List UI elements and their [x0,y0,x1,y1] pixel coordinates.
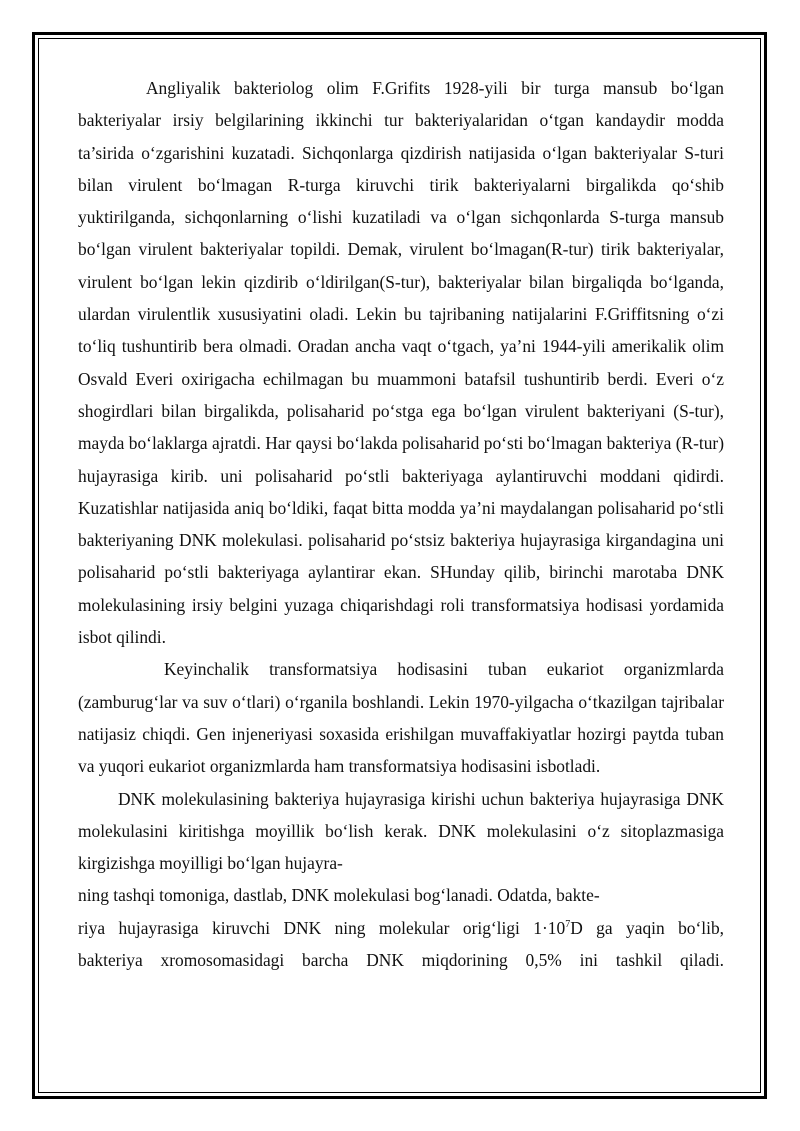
paragraph-griffith: Angliyalik bakteriolog olim F.Grifits 1928-yili bir turga mansub bo‘lgan bakteriyalar irsiy belgilarining ikkinchi tur bakteriyalaridan o‘tgan kandaydir modda ta’sirida o‘zgarishini kuzatadi. Sichqonlarga qizdirish natijasida o‘lgan bakteriyalar S-turi bilan virulent bo‘lmagan R-turga kiruvchi tirik bakteriyalarni birgalikda qo‘shib yuktirilganda, sichqonlarning o‘lishi kuzatiladi va o‘lgan sichqonlarda S-turga mansub bo‘lgan virulent bakteriyalar topildi. Demak, virulent bo‘lmagan(R-tur) tirik bakteriyalar, virulent bo‘lgan lekin qizdirib o‘ldirilgan(S-tur), bakteriyalar bilan birgaliqda bo‘lganda, ulardan virulentlik xususiyatini oladi. Lekin bu tajribaning natijalarini F.Griffitsning o‘zi to‘liq tushuntirib bera olmadi. Oradan ancha vaqt o‘tgach, ya’ni 1944-yili amerikalik olim Osvald Everi oxirigacha echilmagan bu muammoni batafsil tushuntirib berdi. Everi o‘z shogirdlari bilan birgalikda, polisaharid po‘stga ega bo‘lgan virulent bakteriyani (S-tur), mayda bo‘laklarga ajratdi. Har qaysi bo‘lakda polisaharid po‘sti bo‘lmagan bakteriya (R-tur) hujayrasiga kirib. uni polisaharid po‘stli bakteriyaga aylantiruvchi moddani qidirdi. Kuzatishlar natijasida aniq bo‘ldiki, faqat bitta modda ya’ni maydalangan polisaharid po‘stli bakteriyaning DNK molekulasi. polisaharid po‘stsiz bakteriya hujayrasiga kirgandagina uni polisaharid po‘stli bakteriyaga aylantirar ekan. SHunday qilib, birinchi marotaba DNK molekulasining irsiy belgini yuzaga chiqarishdagi roli transformatsiya hodisasi yordamida isbot qilindi. [78,78,724,648]
exponent-superscript: 7 [565,918,571,930]
molecular-mass-unit-text: D ga yaqin bo‘lib, [570,917,724,938]
document-body [78,72,724,976]
paragraph-dna-entry: DNK molekulasining bakteriya hujayrasiga kirishi uchun bakteriya hujayrasiga DNK molekulasini kiritishga moyillik bo‘lish kerak. DNK molekulasini o‘z sitoplazmasiga kirgizishga moyilligi bo‘lgan hujayra- [78,788,724,874]
paragraph-eukaryote-transformation: Keyinchalik transformatsiya hodisasini tuban eukariot organizmlarda (zamburug‘lar va suv o‘tlari) o‘rganila boshlandi. Lekin 1970-yilgacha o‘tkazilgan tajribalar natijasiz chiqdi. Gen injeneriyasi soxasida erishilgan muvaffakiyatlar hozirgi paytda tuban va yuqori eukariot organizmlarda ham transformatsiya hodisasini isbotladi. [78,659,724,777]
text-line-chromosome-share: bakteriya xromosomasidagi barcha DNK miqdorining 0,5% ini tashkil qiladi. [78,950,724,971]
text-line-molecular-mass [78,912,724,944]
molecular-mass-text: riya hujayrasiga kiruvchi DNK ning molekular orig‘ligi 1·10 [78,917,566,938]
text-line-cell-surface: ning tashqi tomoniga, dastlab, DNK molekulasi bog‘lanadi. Odatda, bakte- [78,885,600,906]
